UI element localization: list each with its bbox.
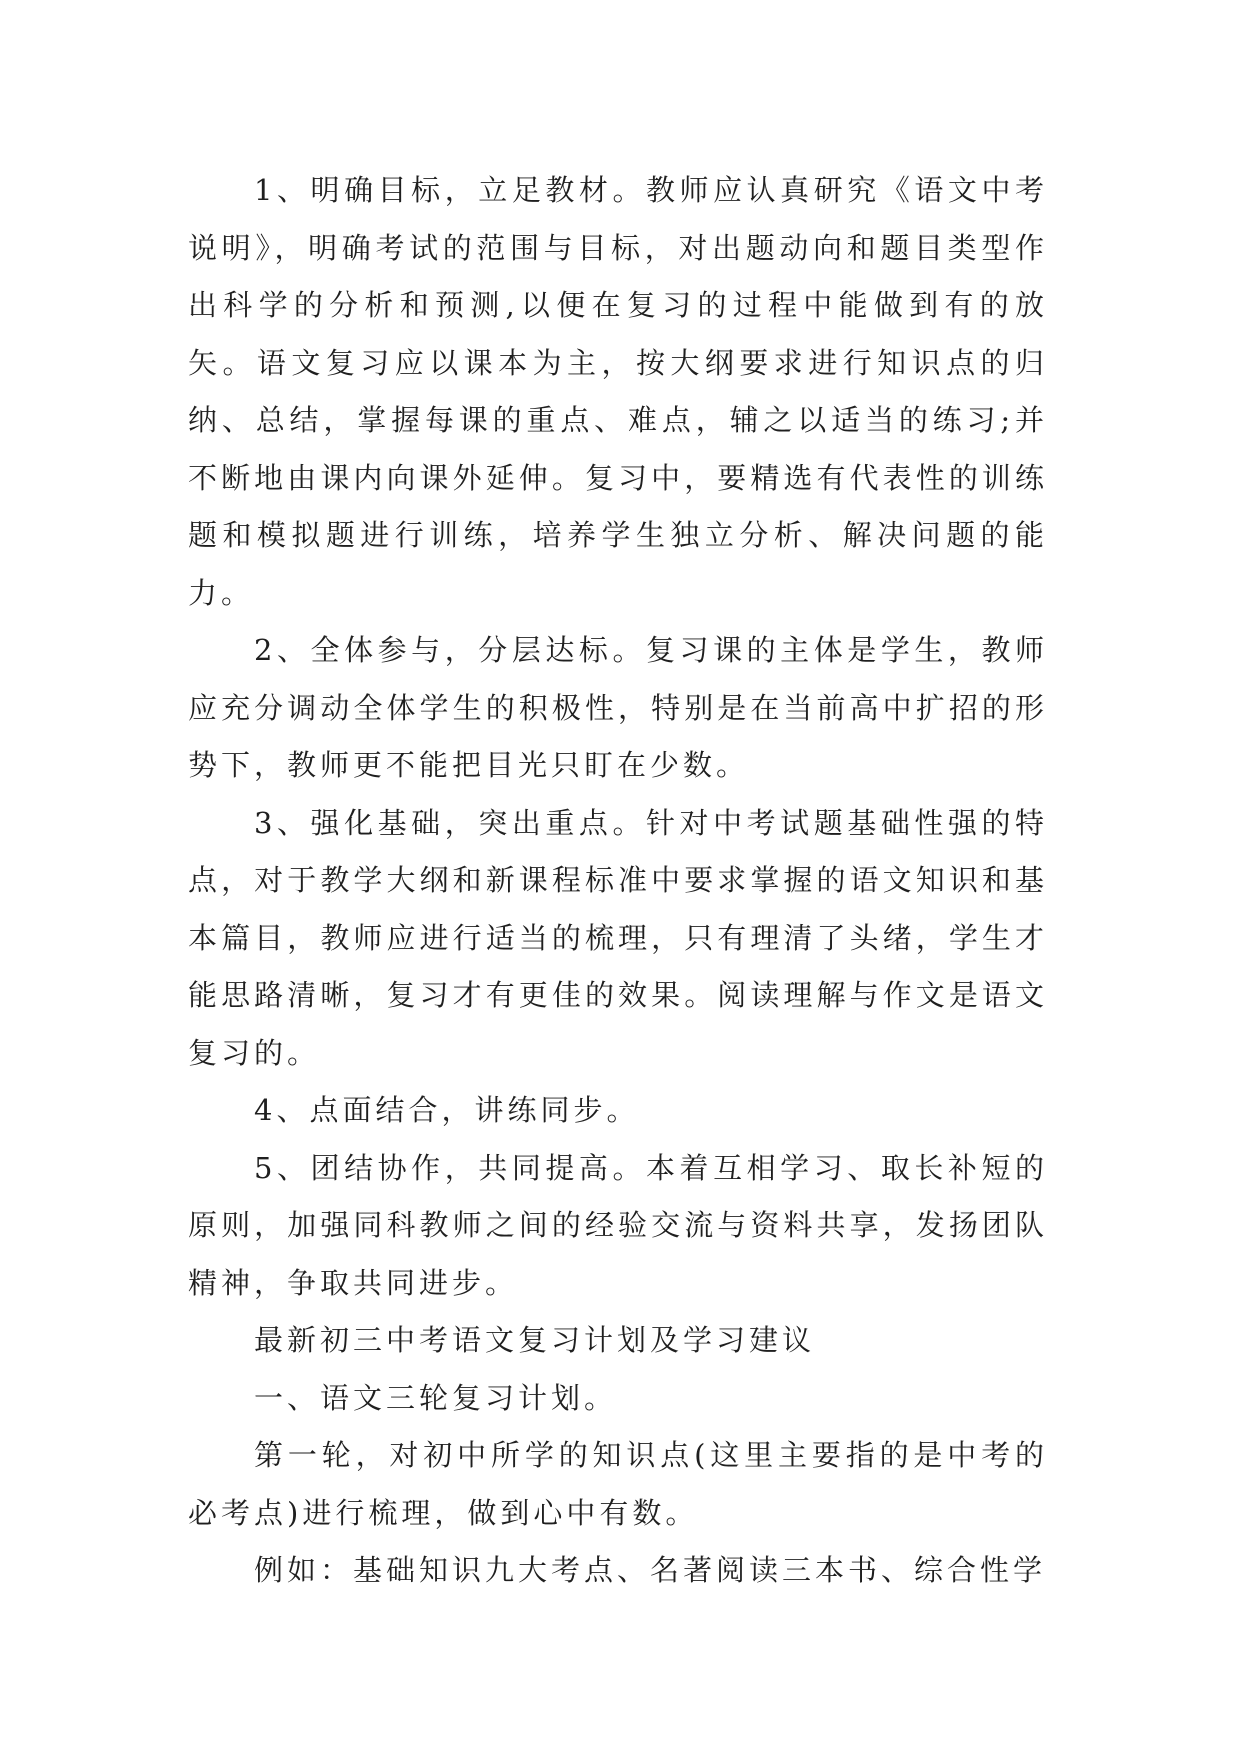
paragraph-first-round: 第一轮，对初中所学的知识点(这里主要指的是中考的必考点)进行梳理，做到心中有数。	[188, 1438, 1048, 1530]
paragraph-participation: 2、全体参与，分层达标。复习课的主体是学生，教师应充分调动全体学生的积极性，特别是在当前高中扩招的形势下，教师更不能把目光只盯在少数。	[188, 633, 1048, 782]
paragraph-fundamentals: 3、强化基础，突出重点。针对中考试题基础性强的特点，对于教学大纲和新课程标准中要求掌握的语文知识和基本篇目，教师应进行适当的梳理，只有理清了头绪，学生才能思路清晰，复习才有更佳的效果。阅读理解与作文是语文复习的。	[188, 805, 1048, 1070]
paragraph-goals: 1、明确目标，立足教材。教师应认真研究《语文中考说明》，明确考试的范围与目标，对出题动向和题目类型作出科学的分析和预测,以便在复习的过程中能做到有的放矢。语文复习应以课本为主，按大纲要求进行知识点的归纳、总结，掌握每课的重点、难点，辅之以适当的练习;并不断地由课内向课外延伸。复习中，要精选有代表性的训练题和模拟题进行训练，培养学生独立分析、解决问题的能力。	[188, 173, 1048, 610]
paragraph-cooperation: 5、团结协作，共同提高。本着互相学习、取长补短的原则，加强同科教师之间的经验交流与资料共享，发扬团队精神，争取共同进步。	[188, 1150, 1048, 1300]
document-body	[188, 162, 1048, 1600]
subsection-heading: 一、语文三轮复习计划。	[254, 1380, 618, 1415]
paragraph-practice: 4、点面结合，讲练同步。	[254, 1093, 640, 1127]
paragraph-example: 例如：基础知识九大考点、名著阅读三本书、综合性学	[254, 1553, 1047, 1587]
section-heading: 最新初三中考语文复习计划及学习建议	[254, 1323, 816, 1357]
